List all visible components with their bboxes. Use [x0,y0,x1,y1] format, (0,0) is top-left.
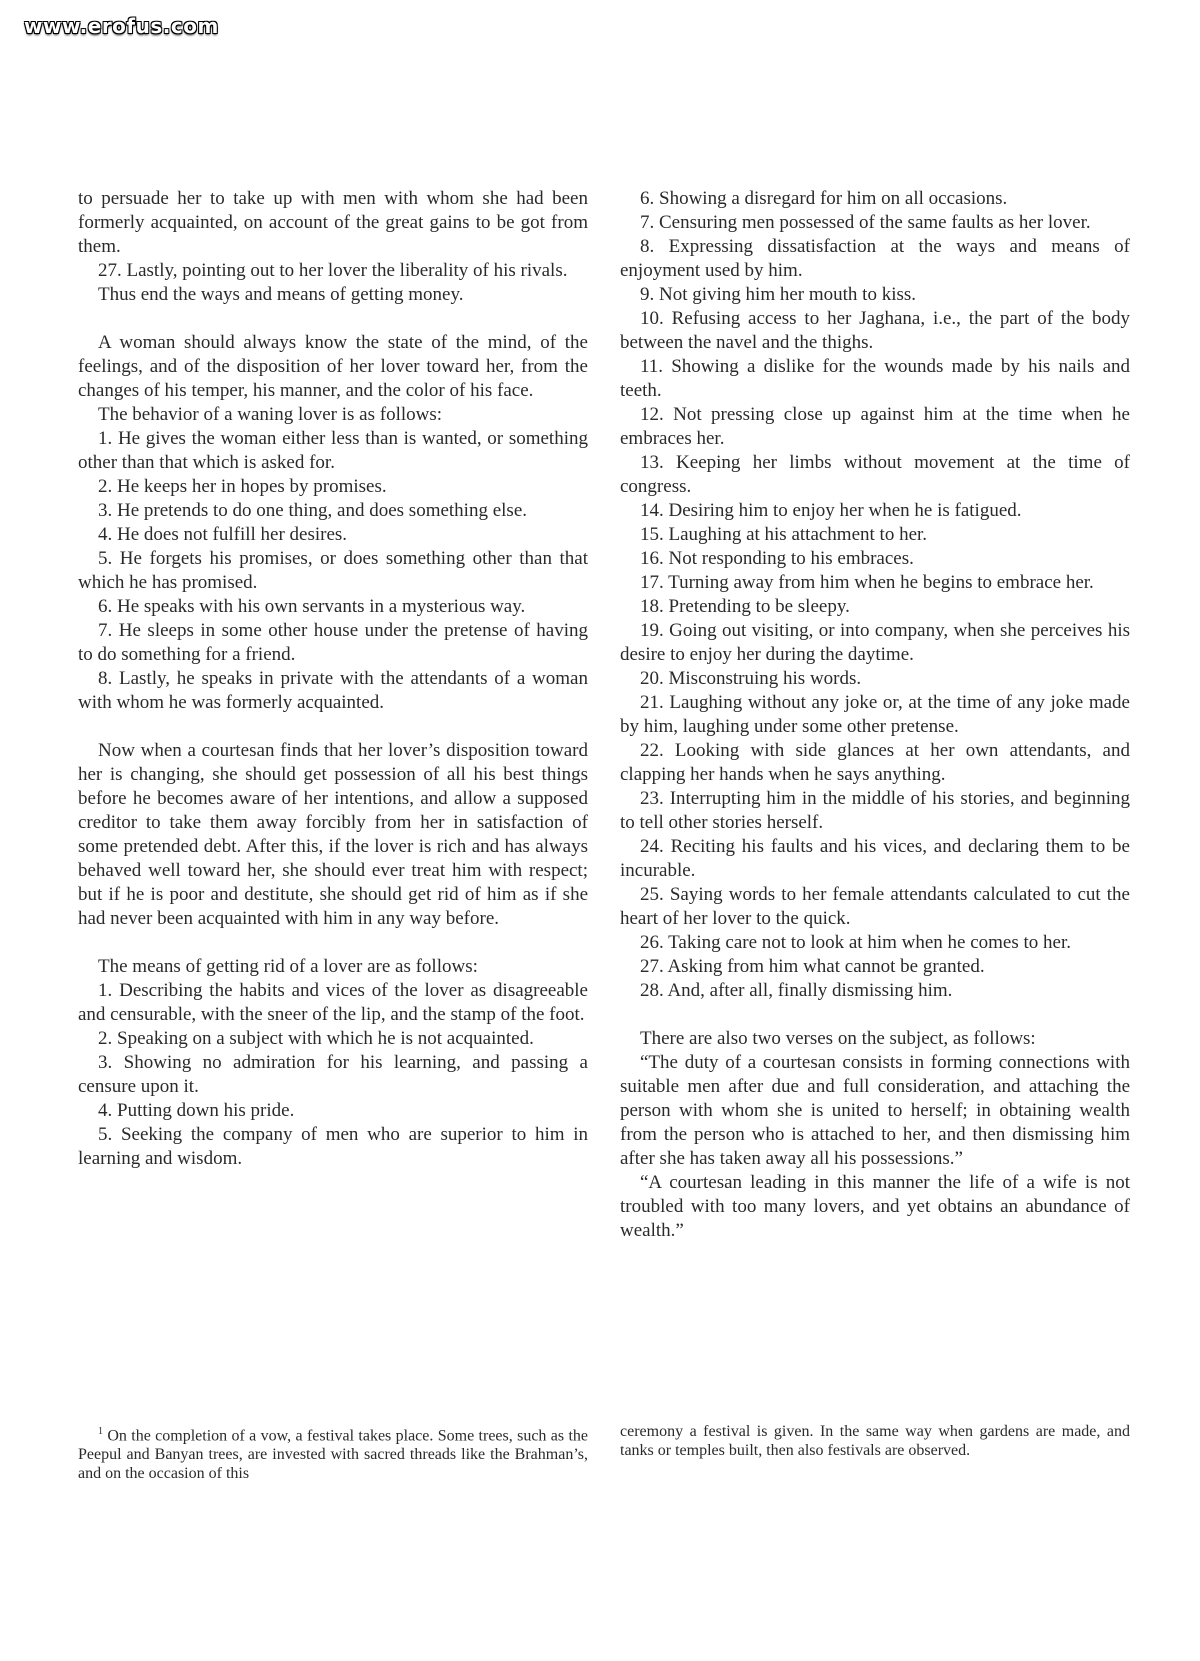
paragraph: 14. Desiring him to enjoy her when he is fatigued. [640,500,1022,521]
paragraph: 5. He forgets his promises, or does something other than that which he has promised. [78,548,588,593]
paragraph: There are also two verses on the subject, as follows: [640,1028,1036,1049]
paragraph: 27. Lastly, pointing out to her lover the liberality of his rivals. [98,260,568,281]
paragraph: “A courtesan leading in this manner the life of a wife is not troubled with too many lovers, and yet obtains an abundance of wealth.” [620,1172,1130,1241]
paragraph: to persuade her to take up with men with whom she had been formerly acquainted, on account of the great gains to be got from them. [78,188,588,257]
paragraph: 8. Expressing dissatisfaction at the ways and means of enjoyment used by him. [620,236,1130,281]
paragraph: 13. Keeping her limbs without movement at the time of congress. [620,452,1130,497]
right-column [620,187,1130,1243]
paragraph: 6. Showing a disregard for him on all occasions. [640,188,1008,209]
paragraph: 10. Refusing access to her Jaghana, i.e., the part of the body between the navel and the thighs. [620,308,1130,353]
paragraph: 23. Interrupting him in the middle of his stories, and beginning to tell other stories herself. [620,788,1130,833]
paragraph: A woman should always know the state of the mind, of the feelings, and of the disposition of her lover toward her, from the changes of his temper, his manner, and the color of his face. [78,332,588,401]
paragraph: “The duty of a courtesan consists in forming connections with suitable men after due and full consideration, and attaching the person with whom she is united to herself; in obtaining wealth from the person who is attached to her, and then dismissing him after she has taken away all his possessions.” [620,1052,1130,1169]
paragraph: 5. Seeking the company of men who are superior to him in learning and wisdom. [78,1124,588,1169]
paragraph: 1. He gives the woman either less than is wanted, or something other than that which is asked for. [78,428,588,473]
paragraph: 18. Pretending to be sleepy. [640,596,850,617]
paragraph: 28. And, after all, finally dismissing him. [640,980,953,1001]
paragraph: 21. Laughing without any joke or, at the time of any joke made by him, laughing under some other pretense. [620,692,1130,737]
paragraph: 4. Putting down his pride. [98,1100,295,1121]
paragraph: 3. Showing no admiration for his learning, and passing a censure upon it. [78,1052,588,1097]
paragraph: The means of getting rid of a lover are as follows: [98,956,478,977]
paragraph: 7. He sleeps in some other house under the pretense of having to do something for a friend. [78,620,588,665]
footnote-left-text: On the completion of a vow, a festival takes place. Some trees, such as the Peepul and Banyan trees, are invested with sacred threads like the Brahman’s, and on the occasion of this [78,1427,589,1483]
paragraph: 8. Lastly, he speaks in private with the attendants of a woman with whom he was formerly acquainted. [78,668,588,713]
watermark: www.erofus.com [24,14,219,38]
paragraph: 6. He speaks with his own servants in a mysterious way. [98,596,526,617]
footnote-left [78,1422,588,1483]
footnote-right: ceremony a festival is given. In the same way when gardens are made, and tanks or temples built, then also festivals are observed. [620,1423,1130,1459]
paragraph: 17. Turning away from him when he begins to embrace her. [640,572,1094,593]
paragraph: 27. Asking from him what cannot be granted. [640,956,985,977]
paragraph: 9. Not giving him her mouth to kiss. [640,284,917,305]
paragraph: Now when a courtesan finds that her lover’s disposition toward her is changing, she should get possession of all his best things before he becomes aware of her intentions, and allow a supposed creditor to take them away forcibly from her in satisfaction of some pretended debt. After this, if the lover is rich and has always behaved well toward her, she should ever treat him with respect; but if he is poor and destitute, she should get rid of him as if she had never been acquainted with him in any way before. [78,740,588,929]
paragraph: 19. Going out visiting, or into company, when she perceives his desire to enjoy her during the daytime. [620,620,1130,665]
footnote-marker: 1 [98,1426,103,1437]
paragraph: 15. Laughing at his attachment to her. [640,524,928,545]
paragraph: 11. Showing a dislike for the wounds made by his nails and teeth. [620,356,1130,401]
paragraph: Thus end the ways and means of getting money. [98,284,464,305]
paragraph: The behavior of a waning lover is as follows: [98,404,443,425]
paragraph: 2. Speaking on a subject with which he is not acquainted. [98,1028,534,1049]
paragraph: 3. He pretends to do one thing, and does something else. [98,500,528,521]
paragraph: 12. Not pressing close up against him at the time when he embraces her. [620,404,1130,449]
paragraph: 7. Censuring men possessed of the same faults as her lover. [640,212,1091,233]
paragraph: 4. He does not fulfill her desires. [98,524,348,545]
left-column [78,187,588,1171]
paragraph: 24. Reciting his faults and his vices, and declaring them to be incurable. [620,836,1130,881]
paragraph: 16. Not responding to his embraces. [640,548,914,569]
paragraph: 2. He keeps her in hopes by promises. [98,476,387,497]
paragraph: 22. Looking with side glances at her own attendants, and clapping her hands when he says anything. [620,740,1130,785]
paragraph: 25. Saying words to her female attendants calculated to cut the heart of her lover to the quick. [620,884,1130,929]
paragraph: 20. Misconstruing his words. [640,668,862,689]
paragraph: 26. Taking care not to look at him when he comes to her. [640,932,1071,953]
paragraph: 1. Describing the habits and vices of the lover as disagreeable and censurable, with the sneer of the lip, and the stamp of the foot. [78,980,588,1025]
